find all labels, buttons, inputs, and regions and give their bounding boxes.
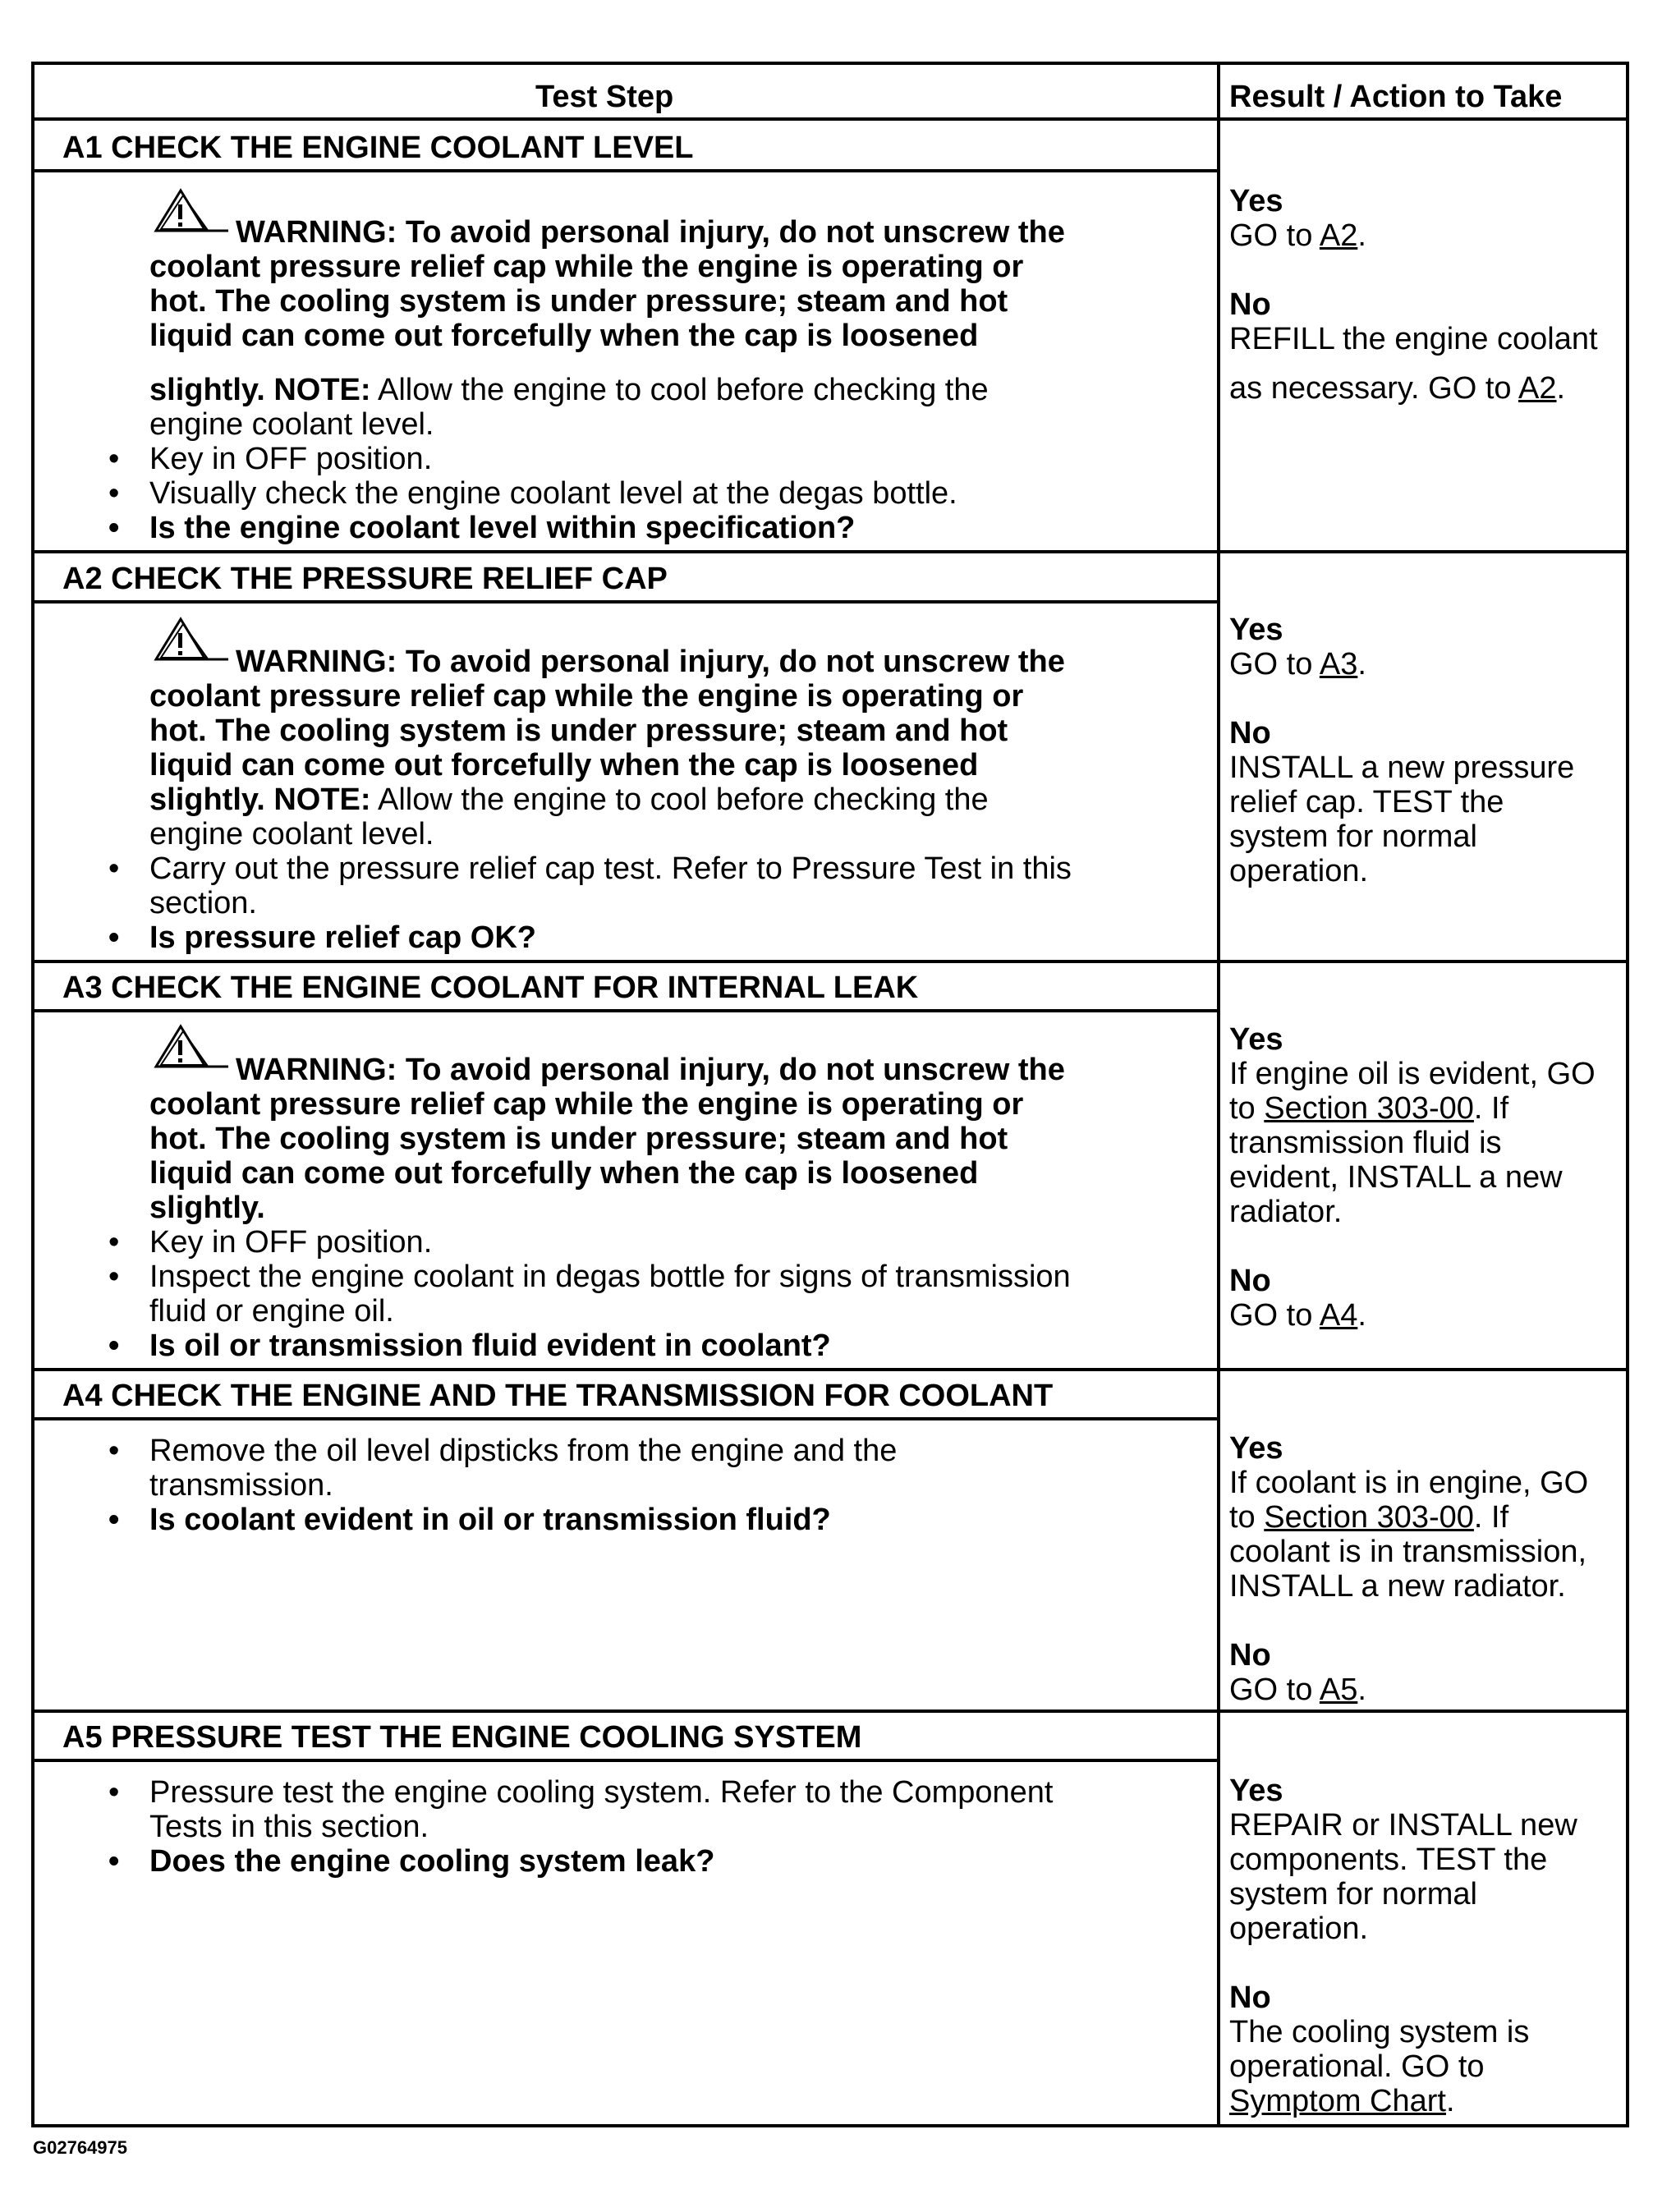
step-a4-yes-to: to bbox=[1229, 1500, 1256, 1535]
step-a2-warning-line-4: liquid can come out forcefully when the cap is loosened bbox=[149, 748, 979, 782]
step-a5-no-line-2: operational. GO to bbox=[1229, 2049, 1485, 2084]
step-a4-yes-line-1: If coolant is in engine, GO bbox=[1229, 1466, 1589, 1500]
step-a1-warning-line-2: coolant pressure relief cap while the engine is operating or bbox=[149, 250, 1024, 284]
step-a2-yes-label: Yes bbox=[1229, 613, 1283, 647]
bullet: • bbox=[108, 511, 120, 545]
step-a2-yes-text: GO to bbox=[1229, 647, 1313, 681]
step-a3-warning-line-4: liquid can come out forcefully when the cap is loosened bbox=[149, 1156, 979, 1191]
step-a4-no-text: GO to bbox=[1229, 1673, 1313, 1707]
row-divider bbox=[34, 1368, 1626, 1371]
step-a2-question: Is pressure relief cap OK? bbox=[149, 920, 536, 955]
step-a1-yes-action: GO to A2. bbox=[1229, 218, 1366, 253]
step-a2-no-line-3: system for normal bbox=[1229, 819, 1477, 854]
step-a1-warning-line-4: liquid can come out forcefully when the cap is loosened bbox=[149, 319, 979, 353]
step-a5-no-link[interactable]: Symptom Chart bbox=[1229, 2084, 1446, 2118]
step-a2-yes-action: GO to A3. bbox=[1229, 647, 1366, 681]
step-a4-question: Is coolant evident in oil or transmission fluid? bbox=[149, 1503, 831, 1537]
step-a4-bullet-1-cont: transmission. bbox=[149, 1468, 333, 1503]
step-a1-note-line-2: engine coolant level. bbox=[149, 407, 434, 442]
step-a2-no-line-1: INSTALL a new pressure bbox=[1229, 750, 1575, 785]
step-a3-warning-line-2: coolant pressure relief cap while the engine is operating or bbox=[149, 1087, 1024, 1122]
step-a3-warning-line-3: hot. The cooling system is under pressure; steam and hot bbox=[149, 1122, 1008, 1156]
step-a3-yes-line-3: transmission fluid is bbox=[1229, 1126, 1502, 1160]
step-a4-bullet-1: Remove the oil level dipsticks from the engine and the bbox=[149, 1434, 898, 1468]
bullet: • bbox=[108, 1844, 120, 1879]
step-a1-no-label: No bbox=[1229, 287, 1271, 322]
step-a4-yes-line-4: INSTALL a new radiator. bbox=[1229, 1569, 1566, 1604]
step-a2-bullet-1: Carry out the pressure relief cap test. Refer to Pressure Test in this bbox=[149, 851, 1072, 886]
step-a4-no-label: No bbox=[1229, 1638, 1271, 1673]
step-a4-yes-link[interactable]: Section 303-00 bbox=[1264, 1500, 1474, 1535]
step-a3-bullet-1: Key in OFF position. bbox=[149, 1225, 433, 1260]
step-a4-no-link[interactable]: A5 bbox=[1319, 1673, 1358, 1707]
step-a4-title: A4 CHECK THE ENGINE AND THE TRANSMISSION FOR COOLANT bbox=[62, 1379, 1054, 1413]
step-a5-yes-label: Yes bbox=[1229, 1774, 1283, 1808]
step-a4-yes-line-2 bbox=[1229, 1500, 1508, 1535]
step-a3-yes-link[interactable]: Section 303-00 bbox=[1264, 1091, 1474, 1126]
step-a3-title: A3 CHECK THE ENGINE COOLANT FOR INTERNAL LEAK bbox=[62, 971, 919, 1005]
step-a3-no-link[interactable]: A4 bbox=[1319, 1298, 1358, 1333]
test-table bbox=[31, 62, 1629, 2127]
bullet: • bbox=[108, 1775, 120, 1810]
step-a5-yes-line-4: operation. bbox=[1229, 1911, 1369, 1946]
column-divider bbox=[1217, 65, 1220, 2124]
step-a3-no-action: GO to A4. bbox=[1229, 1298, 1366, 1333]
step-a1-question: Is the engine coolant level within specification? bbox=[149, 511, 856, 545]
step-a3-yes-line-1: If engine oil is evident, GO bbox=[1229, 1057, 1596, 1091]
step-a1-yes-text: GO to bbox=[1229, 218, 1313, 253]
bullet: • bbox=[108, 851, 120, 886]
step-a2-note-line-2: engine coolant level. bbox=[149, 817, 434, 851]
step-a3-bullet-2: Inspect the engine coolant in degas bottle for signs of transmission bbox=[149, 1260, 1071, 1294]
warning-icon bbox=[149, 188, 228, 236]
step-a2-note-label: slightly. NOTE: bbox=[149, 782, 371, 817]
step-a3-yes-label: Yes bbox=[1229, 1022, 1283, 1057]
row-divider bbox=[34, 960, 1626, 963]
step-a2-note-text: Allow the engine to cool before checking the bbox=[370, 782, 989, 817]
step-a2-warning-line-3: hot. The cooling system is under pressure; steam and hot bbox=[149, 714, 1008, 748]
step-a5-bullet-1: Pressure test the engine cooling system. Refer to the Component bbox=[149, 1775, 1054, 1810]
step-a1-note-line-1 bbox=[149, 373, 989, 407]
step-a1-title-divider bbox=[34, 169, 1217, 172]
step-a2-title-divider bbox=[34, 600, 1217, 603]
step-a2-no-line-4: operation. bbox=[1229, 854, 1369, 888]
row-divider bbox=[34, 1709, 1626, 1713]
bullet: • bbox=[108, 1225, 120, 1260]
bullet: • bbox=[108, 1503, 120, 1537]
step-a3-warning-line-5: slightly. bbox=[149, 1191, 265, 1225]
step-a2-note-line-1 bbox=[149, 782, 989, 817]
step-a1-yes-label: Yes bbox=[1229, 184, 1283, 218]
bullet: • bbox=[108, 920, 120, 955]
step-a5-no-label: No bbox=[1229, 1980, 1271, 2015]
step-a2-warning-line-1: WARNING: To avoid personal injury, do not unscrew the bbox=[236, 645, 1065, 679]
step-a4-yes-after: . If bbox=[1473, 1500, 1509, 1535]
step-a5-bullet-1-cont: Tests in this section. bbox=[149, 1810, 429, 1844]
step-a2-bullet-1-cont: section. bbox=[149, 886, 257, 920]
step-a3-yes-line-5: radiator. bbox=[1229, 1195, 1343, 1229]
step-a4-yes-label: Yes bbox=[1229, 1431, 1283, 1466]
step-a1-no-link[interactable]: A2 bbox=[1518, 371, 1557, 406]
step-a1-bullet-2: Visually check the engine coolant level at the degas bottle. bbox=[149, 476, 957, 511]
step-a3-no-label: No bbox=[1229, 1264, 1271, 1298]
step-a1-note-text: Allow the engine to cool before checking the bbox=[370, 373, 989, 407]
step-a2-warning-line-2: coolant pressure relief cap while the engine is operating or bbox=[149, 679, 1024, 714]
step-a3-yes-to: to bbox=[1229, 1091, 1256, 1126]
step-a5-question: Does the engine cooling system leak? bbox=[149, 1844, 715, 1879]
step-a3-no-text: GO to bbox=[1229, 1298, 1313, 1333]
step-a1-yes-link[interactable]: A2 bbox=[1319, 218, 1358, 253]
bullet: • bbox=[108, 1329, 120, 1363]
header-test-step: Test Step bbox=[535, 80, 674, 114]
step-a1-note-label: slightly. NOTE: bbox=[149, 373, 371, 407]
warning-icon bbox=[149, 617, 228, 664]
step-a5-yes-line-1: REPAIR or INSTALL new bbox=[1229, 1808, 1577, 1843]
bullet: • bbox=[108, 1434, 120, 1468]
step-a1-warning-line-1: WARNING: To avoid personal injury, do not unscrew the bbox=[236, 215, 1065, 250]
bullet: • bbox=[108, 442, 120, 476]
step-a2-no-line-2: relief cap. TEST the bbox=[1229, 785, 1504, 819]
row-divider bbox=[34, 550, 1626, 553]
step-a3-yes-after: . If bbox=[1473, 1091, 1509, 1126]
step-a2-yes-link[interactable]: A3 bbox=[1319, 647, 1358, 681]
header-divider bbox=[34, 117, 1626, 121]
bullet: • bbox=[108, 1260, 120, 1294]
step-a3-yes-line-2 bbox=[1229, 1091, 1508, 1126]
step-a2-no-label: No bbox=[1229, 716, 1271, 750]
step-a1-bullet-1: Key in OFF position. bbox=[149, 442, 433, 476]
step-a3-yes-line-4: evident, INSTALL a new bbox=[1229, 1160, 1563, 1195]
step-a3-warning-line-1: WARNING: To avoid personal injury, do not unscrew the bbox=[236, 1053, 1065, 1087]
step-a2-title: A2 CHECK THE PRESSURE RELIEF CAP bbox=[62, 562, 668, 596]
warning-icon bbox=[149, 1024, 228, 1072]
step-a1-no-text-1: REFILL the engine coolant bbox=[1229, 322, 1598, 356]
figure-id: G02764975 bbox=[33, 2137, 127, 2158]
step-a3-title-divider bbox=[34, 1009, 1217, 1012]
step-a4-title-divider bbox=[34, 1417, 1217, 1420]
step-a4-yes-line-3: coolant is in transmission, bbox=[1229, 1535, 1587, 1569]
step-a1-warning-line-3: hot. The cooling system is under pressure; steam and hot bbox=[149, 284, 1008, 319]
step-a5-title-divider bbox=[34, 1759, 1217, 1762]
step-a5-no-line-3: Symptom Chart. bbox=[1229, 2084, 1455, 2118]
step-a5-yes-line-2: components. TEST the bbox=[1229, 1843, 1548, 1877]
step-a5-no-line-1: The cooling system is bbox=[1229, 2015, 1530, 2049]
step-a1-title: A1 CHECK THE ENGINE COOLANT LEVEL bbox=[62, 131, 694, 165]
step-a4-no-action: GO to A5. bbox=[1229, 1673, 1366, 1707]
step-a1-no-action: as necessary. GO to A2. bbox=[1229, 371, 1566, 406]
header-result: Result / Action to Take bbox=[1229, 80, 1563, 114]
step-a3-question: Is oil or transmission fluid evident in coolant? bbox=[149, 1329, 831, 1363]
step-a1-no-text-2: as necessary. GO to bbox=[1229, 371, 1512, 406]
step-a5-title: A5 PRESSURE TEST THE ENGINE COOLING SYSTEM bbox=[62, 1720, 862, 1755]
step-a3-bullet-2-cont: fluid or engine oil. bbox=[149, 1294, 394, 1329]
bullet: • bbox=[108, 476, 120, 511]
step-a5-yes-line-3: system for normal bbox=[1229, 1877, 1477, 1911]
